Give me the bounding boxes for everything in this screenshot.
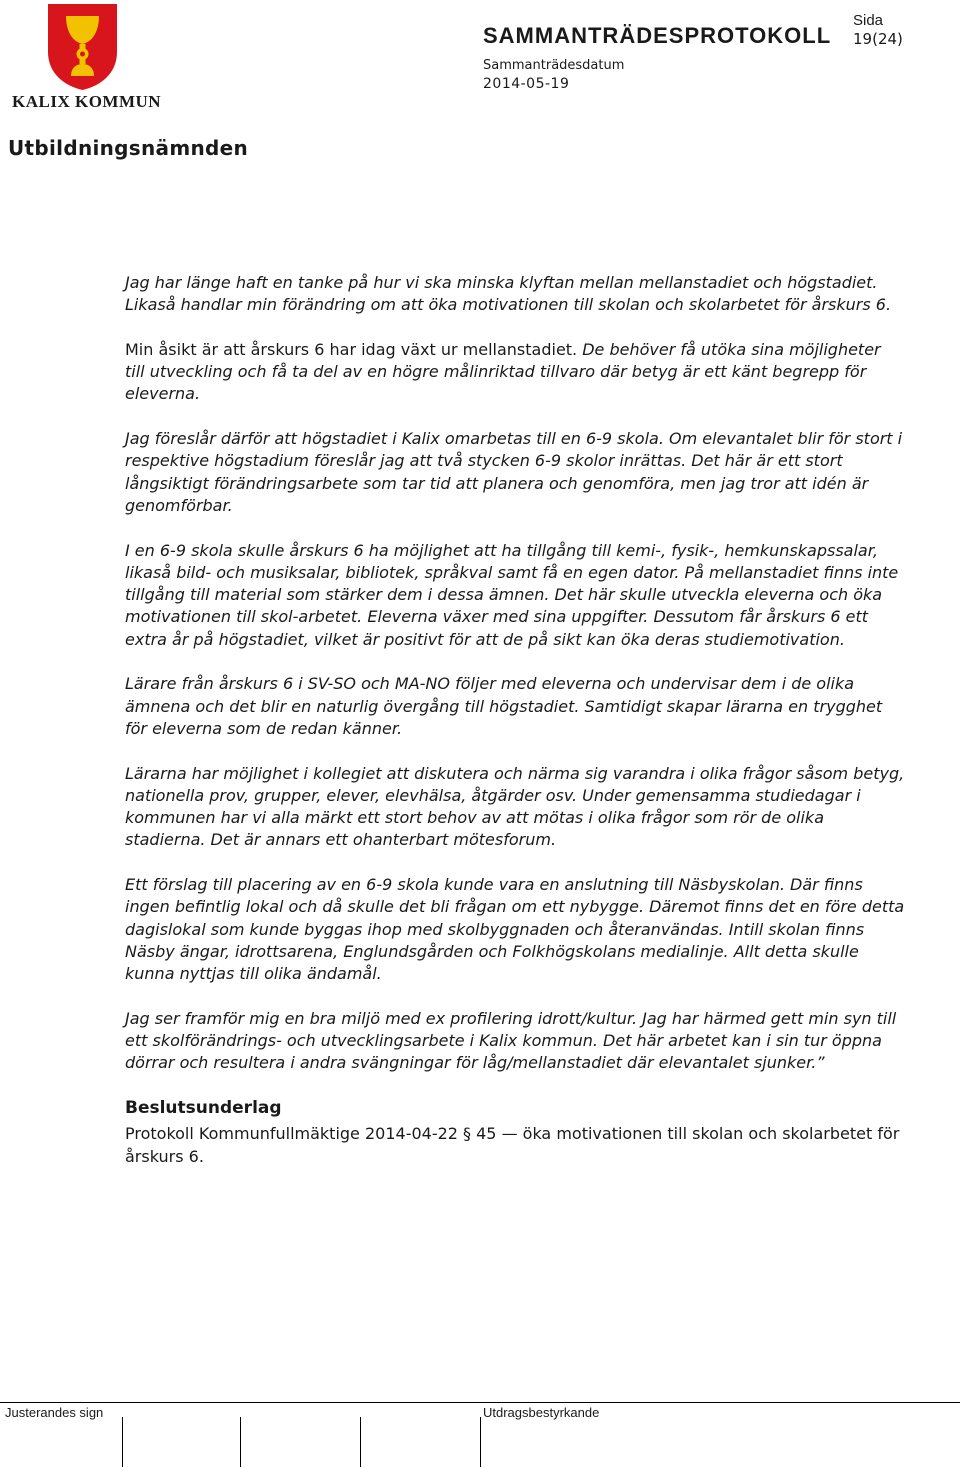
paragraph-5: Lärare från årskurs 6 i SV-SO och MA-NO följer med eleverna och undervisar dem i de olika ämnena och det blir en naturlig övergång till högstadiet. Samtidigt skapar lärarna en trygghet för eleverna som de redan känner. <box>125 674 883 738</box>
meeting-date-label: Sammanträdesdatum <box>483 58 625 73</box>
paragraph-3 <box>125 428 905 517</box>
signature-divider <box>360 1417 361 1467</box>
paragraph-2 <box>125 339 905 406</box>
document-title: SAMMANTRÄDESPROTOKOLL <box>483 23 832 48</box>
page-label: Sida <box>853 12 884 29</box>
signature-divider <box>122 1417 123 1467</box>
paragraph-4: I en 6-9 skola skulle årskurs 6 ha möjlighet att ha tillgång till kemi-, fysik-, hemkunskapssalar, likaså bild- och musiksalar, bibliotek, språkval samt få en egen dator. På mellanstadiet finns inte tillgång till material som stärker dem i dessa ämnen. Det här skulle utveckla eleverna och öka motivationen till skol-arbetet. Eleverna växer med sina uppgifter. Dessutom får årskurs 6 ett extra år på högstadiet, vilket är positivt för att de på sikt kan öka deras studiemotivation. <box>125 540 899 649</box>
utdragsbestyrkande-label: Utdragsbestyrkande <box>483 1405 600 1420</box>
signature-divider <box>480 1417 481 1467</box>
protocol-body <box>125 272 905 1190</box>
signature-divider <box>240 1417 241 1467</box>
paragraph-7: Ett förslag till placering av en 6-9 skola kunde vara en anslutning till Näsbyskolan. Där finns ingen befintlig lokal och då skulle det bli frågan om ett nybygge. Däremot finns det en före detta dagislokal som kunde byggas ihop med skolbyggnaden och återanvändas. Intill skolan finns Näsby ängar, idrottsarena, Englundsgården och Folkhögskolans medialinje. Allt detta skulle kunna nyttjas till olika ändamål. <box>125 875 905 984</box>
signature-footer <box>0 1402 960 1467</box>
decision-basis-text: Protokoll Kommunfullmäktige 2014-04-22 § 45 — öka motivationen till skolan och skolarbetet för årskurs 6. <box>125 1124 900 1166</box>
decision-basis-heading: Beslutsunderlag <box>125 1097 282 1118</box>
page-number: 19(24) <box>853 30 903 48</box>
paragraph-3-sentence-1: Jag föreslår därför att högstadiet i Kalix omarbetas till en 6-9 skola. <box>125 429 664 449</box>
logo-text: KALIX KOMMUN <box>12 92 162 111</box>
meeting-date-value: 2014-05-19 <box>483 76 570 92</box>
paragraph-3-sentence-3: Det här är ett stort långsiktigt förändringsarbete som tar tid att planera och genomföra, men jag tror att idén är genomförbar. <box>125 451 869 515</box>
paragraph-3-sentence-2: Om elevantalet blir för stort i respektive högstadium föreslår jag att två stycken 6-9 skolor inrättas. <box>125 429 903 471</box>
paragraph-6: Lärarna har möjlighet i kollegiet att diskutera och närma sig varandra i olika frågor såsom betyg, nationella prov, grupper, elever, elevhälsa, åtgärder osv. Under gemensamma studiedagar i kommunen har vi alla märkt ett stort behov av att mötas i olika frågor som rör de olika stadierna. Det är annars ett ohanterbart mötesforum. <box>125 763 905 850</box>
paragraph-2-sentence-1: Min åsikt är att årskurs 6 har idag växt ur mellanstadiet. <box>125 339 578 359</box>
crest-icon <box>8 2 132 92</box>
justerandes-sign-label: Justerandes sign <box>5 1405 104 1420</box>
paragraph-2-sentence-2: De behöver få utöka sina möjligheter till utveckling och få ta del av en högre målinriktad tillvaro där betyg är ett känt begrepp för eleverna. <box>125 339 881 404</box>
paragraph-8: Jag ser framför mig en bra miljö med ex profilering idrott/kultur. Jag har härmed gett min syn till ett skolförändrings- och utvecklingsarbete i Kalix kommun. Det här arbetet kan i sin tur öppna dörrar och resultera i andra svängningar för låg/mellanstadiet där elevantalet sjunker.” <box>125 1008 897 1073</box>
paragraph-1: Jag har länge haft en tanke på hur vi ska minska klyftan mellan mellanstadiet och högstadiet. Likaså handlar min förändring om att öka motivationen till skolan och skolarbetet för årskurs 6. <box>125 273 892 315</box>
committee-name: Utbildningsnämnden <box>8 136 249 160</box>
